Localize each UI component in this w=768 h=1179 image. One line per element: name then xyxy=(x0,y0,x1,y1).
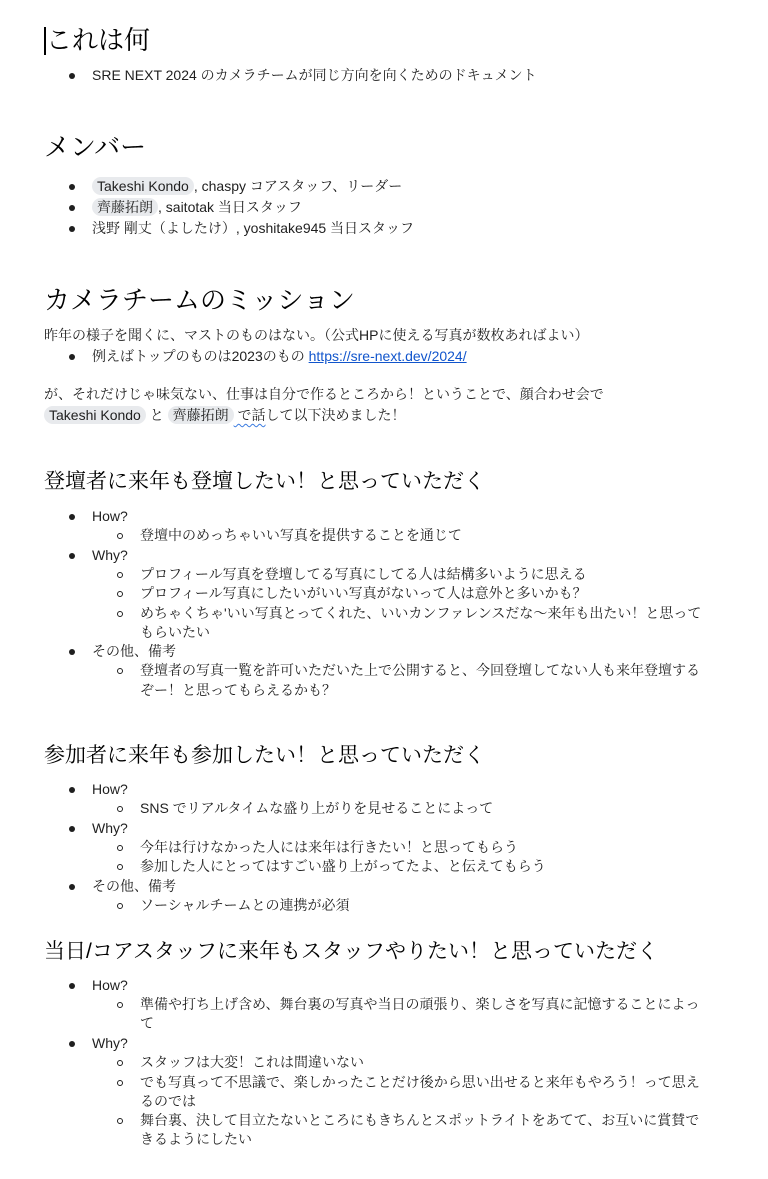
what-item: SRE NEXT 2024 のカメラチームが同じ方向を向くためのドキュメント xyxy=(92,67,537,83)
heading-what: これは何 xyxy=(46,25,151,55)
spellcheck-underline[interactable]: で話 xyxy=(233,407,266,423)
bullet-icon xyxy=(69,73,75,79)
speaker-why-1: プロフィール写真を登壇してる写真にしてる人は結構多いように思える xyxy=(140,566,587,582)
speaker-other: その他、備考 xyxy=(92,643,176,659)
member-item-2 xyxy=(92,198,302,217)
speaker-why-2: プロフィール写真にしたいがいい写真がないって人は意外と多いかも？ xyxy=(140,585,587,601)
person-chip-saito[interactable]: 齊藤拓朗 xyxy=(168,406,234,424)
staff-how-1a: 準備や打ち上げ含め、舞台裏の写真や当日の頑張り、楽しさを写真に記憶することによっ xyxy=(140,996,700,1012)
sub-bullet-icon xyxy=(117,611,123,617)
staff-why: Why? xyxy=(92,1035,128,1051)
sub-bullet-icon xyxy=(117,806,123,812)
staff-why-2b: るのでは xyxy=(140,1093,196,1109)
bullet-icon xyxy=(69,983,75,989)
mission-bullet xyxy=(92,347,467,366)
staff-why-2a: でも写真って不思議で、楽しかったことだけ後から思い出せると来年もやろう！って思え xyxy=(140,1074,700,1090)
mission-p3-and: と xyxy=(145,407,168,423)
sub-bullet-icon xyxy=(117,845,123,851)
member-item-3: 浅野 剛丈（よしたけ）, yoshitake945 当日スタッフ xyxy=(92,220,415,236)
sub-bullet-icon xyxy=(117,864,123,870)
bullet-icon xyxy=(69,354,75,360)
heading-attendee: 参加者に来年も参加したい！と思っていただく xyxy=(44,744,485,767)
attendee-why: Why? xyxy=(92,820,128,836)
sub-bullet-icon xyxy=(117,533,123,539)
speaker-other-1b: ぞー！と思ってもらえるかも？ xyxy=(140,682,336,698)
attendee-why-1: 今年は行けなかった人には来年は行きたい！と思ってもらう xyxy=(140,839,518,855)
speaker-how-1: 登壇中のめっちゃいい写真を提供することを通じて xyxy=(140,527,462,543)
bullet-icon xyxy=(69,514,75,520)
bullet-icon xyxy=(69,226,75,232)
bullet-icon xyxy=(69,1041,75,1047)
staff-why-3b: きるようにしたい xyxy=(140,1131,252,1147)
sub-bullet-icon xyxy=(117,1002,123,1008)
sub-bullet-icon xyxy=(117,591,123,597)
speaker-why-3a: めちゃくちゃ'いい写真とってくれた、いいカンファレンスだな〜来年も出たい！と思って xyxy=(140,605,702,621)
sre-next-link[interactable]: https://sre-next.dev/2024/ xyxy=(308,348,467,364)
mission-paragraph-2: が、それだけじゃ味気ない、仕事は自分で作るところから！ということで、顔合わせ会で xyxy=(44,386,604,402)
sub-bullet-icon xyxy=(117,903,123,909)
attendee-other-1: ソーシャルチームとの連携が必須 xyxy=(140,897,350,913)
staff-why-1: スタッフは大変！これは間違いない xyxy=(140,1054,364,1070)
person-chip-kondo[interactable]: Takeshi Kondo xyxy=(92,177,194,195)
bullet-icon xyxy=(69,884,75,890)
mission-paragraph-3 xyxy=(44,406,406,425)
attendee-how: How? xyxy=(92,781,128,797)
heading-members: メンバー xyxy=(44,132,147,162)
bullet-icon xyxy=(69,787,75,793)
sub-bullet-icon xyxy=(117,668,123,674)
bullet-icon xyxy=(69,205,75,211)
heading-speaker: 登壇者に来年も登壇したい！と思っていただく xyxy=(44,470,485,493)
sub-bullet-icon xyxy=(117,1080,123,1086)
staff-how: How? xyxy=(92,977,128,993)
person-chip-kondo[interactable]: Takeshi Kondo xyxy=(44,406,146,424)
sub-bullet-icon xyxy=(117,572,123,578)
sub-bullet-icon xyxy=(117,1060,123,1066)
speaker-how: How? xyxy=(92,508,128,524)
heading-staff: 当日/コアスタッフに来年もスタッフやりたい！と思っていただく xyxy=(44,940,658,963)
mission-bullet-text: 例えばトップのものは2023のもの xyxy=(92,348,309,364)
member-1-text: , chaspy コアスタッフ、リーダー xyxy=(193,178,403,194)
speaker-other-1a: 登壇者の写真一覧を許可いただいた上で公開すると、今回登壇してない人も来年登壇する xyxy=(140,662,700,678)
attendee-why-2: 参加した人にとってはすごい盛り上がってたよ、と伝えてもらう xyxy=(140,858,546,874)
speaker-why-3b: もらいたい xyxy=(140,624,210,640)
attendee-how-1: SNS でリアルタイムな盛り上がりを見せることによって xyxy=(140,800,494,816)
heading-mission: カメラチームのミッション xyxy=(44,285,355,315)
person-chip-saito[interactable]: 齊藤拓朗 xyxy=(92,198,158,216)
staff-why-3a: 舞台裏、決して目立たないところにもきちんとスポットライトをあてて、お互いに賞賛で xyxy=(140,1112,700,1128)
bullet-icon xyxy=(69,553,75,559)
bullet-icon xyxy=(69,649,75,655)
bullet-icon xyxy=(69,184,75,190)
mission-paragraph-1: 昨年の様子を聞くに、マストのものはない。（公式HPに使える写真が数枚あればよい） xyxy=(44,327,589,343)
speaker-why: Why? xyxy=(92,547,128,563)
sub-bullet-icon xyxy=(117,1118,123,1124)
bullet-icon xyxy=(69,826,75,832)
member-2-text: , saitotak 当日スタッフ xyxy=(158,199,302,215)
mission-p3-end: して以下決めました！ xyxy=(265,407,406,423)
member-item-1 xyxy=(92,177,402,196)
staff-how-1b: て xyxy=(140,1015,154,1031)
attendee-other: その他、備考 xyxy=(92,878,176,894)
